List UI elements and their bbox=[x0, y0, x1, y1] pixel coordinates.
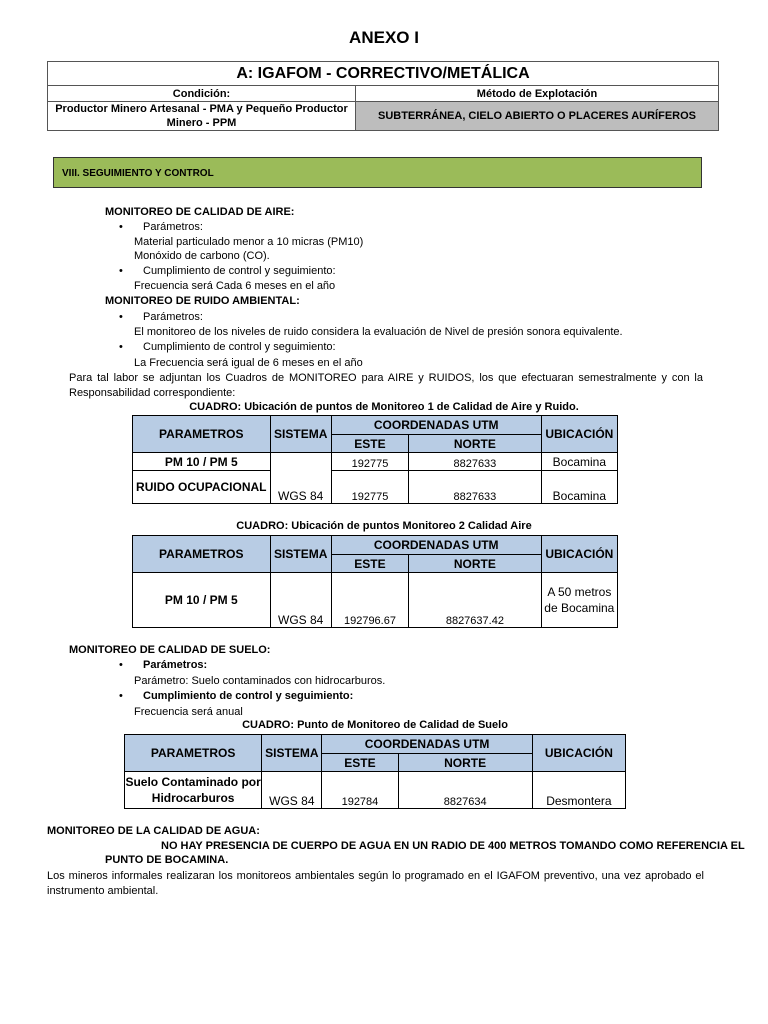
aire-line-pm10: Material particulado menor a 10 micras (PM10) bbox=[134, 236, 364, 248]
th-ubicacion: UBICACIÓN bbox=[532, 735, 625, 772]
aire-line-co: Monóxido de carbono (CO). bbox=[134, 250, 270, 262]
cell-este: 192784 bbox=[322, 772, 398, 809]
table2 bbox=[132, 535, 618, 628]
cell-parametro: Suelo Contaminado por Hidrocarburos bbox=[125, 772, 262, 809]
table-row bbox=[133, 471, 618, 504]
th-este: ESTE bbox=[331, 435, 408, 453]
condicion-value: Productor Minero Artesanal - PMA y Pequeño Productor Minero - PPM bbox=[48, 102, 356, 131]
cell-este: 192775 bbox=[331, 471, 408, 504]
th-norte: NORTE bbox=[409, 555, 542, 573]
aire-bullet-cumplimiento: Cumplimiento de control y seguimiento: bbox=[143, 265, 336, 277]
metodo-value: SUBTERRÁNEA, CIELO ABIERTO O PLACERES AURÍFEROS bbox=[356, 102, 719, 131]
cell-norte: 8827634 bbox=[398, 772, 532, 809]
aire-title: MONITOREO DE CALIDAD DE AIRE: bbox=[105, 206, 295, 218]
th-sistema: SISTEMA bbox=[270, 416, 331, 453]
bullet-icon: • bbox=[119, 311, 123, 323]
table1 bbox=[132, 415, 618, 504]
cell-norte: 8827633 bbox=[409, 453, 542, 471]
bullet-icon: • bbox=[119, 341, 123, 353]
ruido-line-frecuencia: La Frecuencia será igual de 6 meses en el año bbox=[134, 357, 363, 369]
bullet-icon: • bbox=[119, 659, 123, 671]
table-row bbox=[133, 573, 618, 628]
th-coordenadas: COORDENADAS UTM bbox=[322, 735, 532, 754]
cell-ubicacion: Bocamina bbox=[541, 453, 617, 471]
th-sistema: SISTEMA bbox=[262, 735, 322, 772]
ruido-line-nivel: El monitoreo de los niveles de ruido considera la evaluación de Nivel de presión sonora equivalente. bbox=[134, 326, 623, 338]
cell-ubicacion: A 50 metros de Bocamina bbox=[541, 573, 617, 628]
bullet-icon: • bbox=[119, 690, 123, 702]
th-parametros: PARAMETROS bbox=[133, 416, 271, 453]
th-este: ESTE bbox=[331, 555, 408, 573]
cell-parametro: PM 10 / PM 5 bbox=[133, 573, 271, 628]
header-title: A: IGAFOM - CORRECTIVO/METÁLICA bbox=[48, 62, 719, 86]
th-norte: NORTE bbox=[409, 435, 542, 453]
th-coordenadas: COORDENADAS UTM bbox=[331, 416, 541, 435]
section-title: VIII. SEGUIMIENTO Y CONTROL bbox=[53, 157, 702, 188]
agua-line2: PUNTO DE BOCAMINA. bbox=[105, 854, 229, 866]
bullet-icon: • bbox=[119, 265, 123, 277]
closing-paragraph: Los mineros informales realizaran los monitoreos ambientales según lo programado en el IGAFOM preventivo, una vez aprobado el instrumento ambiental. bbox=[47, 870, 704, 897]
cell-sistema: WGS 84 bbox=[270, 573, 331, 628]
th-sistema: SISTEMA bbox=[270, 536, 331, 573]
table3 bbox=[124, 734, 626, 809]
cell-ubicacion: Bocamina bbox=[541, 471, 617, 504]
table1-caption: CUADRO: Ubicación de puntos de Monitoreo 1 de Calidad de Aire y Ruido. bbox=[189, 401, 579, 413]
agua-line1: NO HAY PRESENCIA DE CUERPO DE AGUA EN UN RADIO DE 400 METROS TOMANDO COMO REFERENCIA EL bbox=[161, 840, 745, 852]
th-ubicacion: UBICACIÓN bbox=[541, 416, 617, 453]
th-parametros: PARAMETROS bbox=[125, 735, 262, 772]
ruido-bullet-cumplimiento: Cumplimiento de control y seguimiento: bbox=[143, 341, 336, 353]
table2-caption: CUADRO: Ubicación de puntos Monitoreo 2 Calidad Aire bbox=[236, 520, 532, 532]
suelo-line-parametro: Parámetro: Suelo contaminados con hidrocarburos. bbox=[134, 675, 386, 687]
cell-este: 192796.67 bbox=[331, 573, 408, 628]
th-norte: NORTE bbox=[398, 754, 532, 772]
th-ubicacion: UBICACIÓN bbox=[541, 536, 617, 573]
th-coordenadas: COORDENADAS UTM bbox=[331, 536, 541, 555]
suelo-title: MONITOREO DE CALIDAD DE SUELO: bbox=[69, 644, 271, 656]
cell-norte: 8827637.42 bbox=[409, 573, 542, 628]
cell-norte: 8827633 bbox=[409, 471, 542, 504]
th-parametros: PARAMETROS bbox=[133, 536, 271, 573]
cell-sistema: WGS 84 bbox=[270, 453, 331, 504]
ruido-bullet-parametros: Parámetros: bbox=[143, 311, 203, 323]
cell-este: 192775 bbox=[331, 453, 408, 471]
aire-line-frecuencia: Frecuencia será Cada 6 meses en el año bbox=[134, 280, 336, 292]
header-table bbox=[47, 61, 719, 131]
condicion-label: Condición: bbox=[48, 86, 356, 102]
table-row bbox=[133, 453, 618, 471]
cell-ubicacion: Desmontera bbox=[532, 772, 625, 809]
cell-parametro: RUIDO OCUPACIONAL bbox=[133, 471, 271, 504]
table3-caption: CUADRO: Punto de Monitoreo de Calidad de Suelo bbox=[242, 719, 508, 731]
table-row bbox=[125, 772, 626, 809]
th-este: ESTE bbox=[322, 754, 398, 772]
aire-bullet-parametros: Parámetros: bbox=[143, 221, 203, 233]
ruido-title: MONITOREO DE RUIDO AMBIENTAL: bbox=[105, 295, 300, 307]
suelo-line-frecuencia: Frecuencia será anual bbox=[134, 706, 243, 718]
cell-parametro: PM 10 / PM 5 bbox=[133, 453, 271, 471]
intro-paragraph: Para tal labor se adjuntan los Cuadros de MONITOREO para AIRE y RUIDOS, los que efectuaran semestralmente y con la Responsabilidad correspondiente: bbox=[69, 372, 703, 399]
suelo-bullet-cumplimiento: Cumplimiento de control y seguimiento: bbox=[143, 690, 354, 702]
annex-title: ANEXO I bbox=[349, 28, 419, 47]
metodo-label: Método de Explotación bbox=[356, 86, 719, 102]
bullet-icon: • bbox=[119, 221, 123, 233]
suelo-bullet-parametros: Parámetros: bbox=[143, 659, 208, 671]
agua-title: MONITOREO DE LA CALIDAD DE AGUA: bbox=[47, 825, 260, 837]
cell-sistema: WGS 84 bbox=[262, 772, 322, 809]
